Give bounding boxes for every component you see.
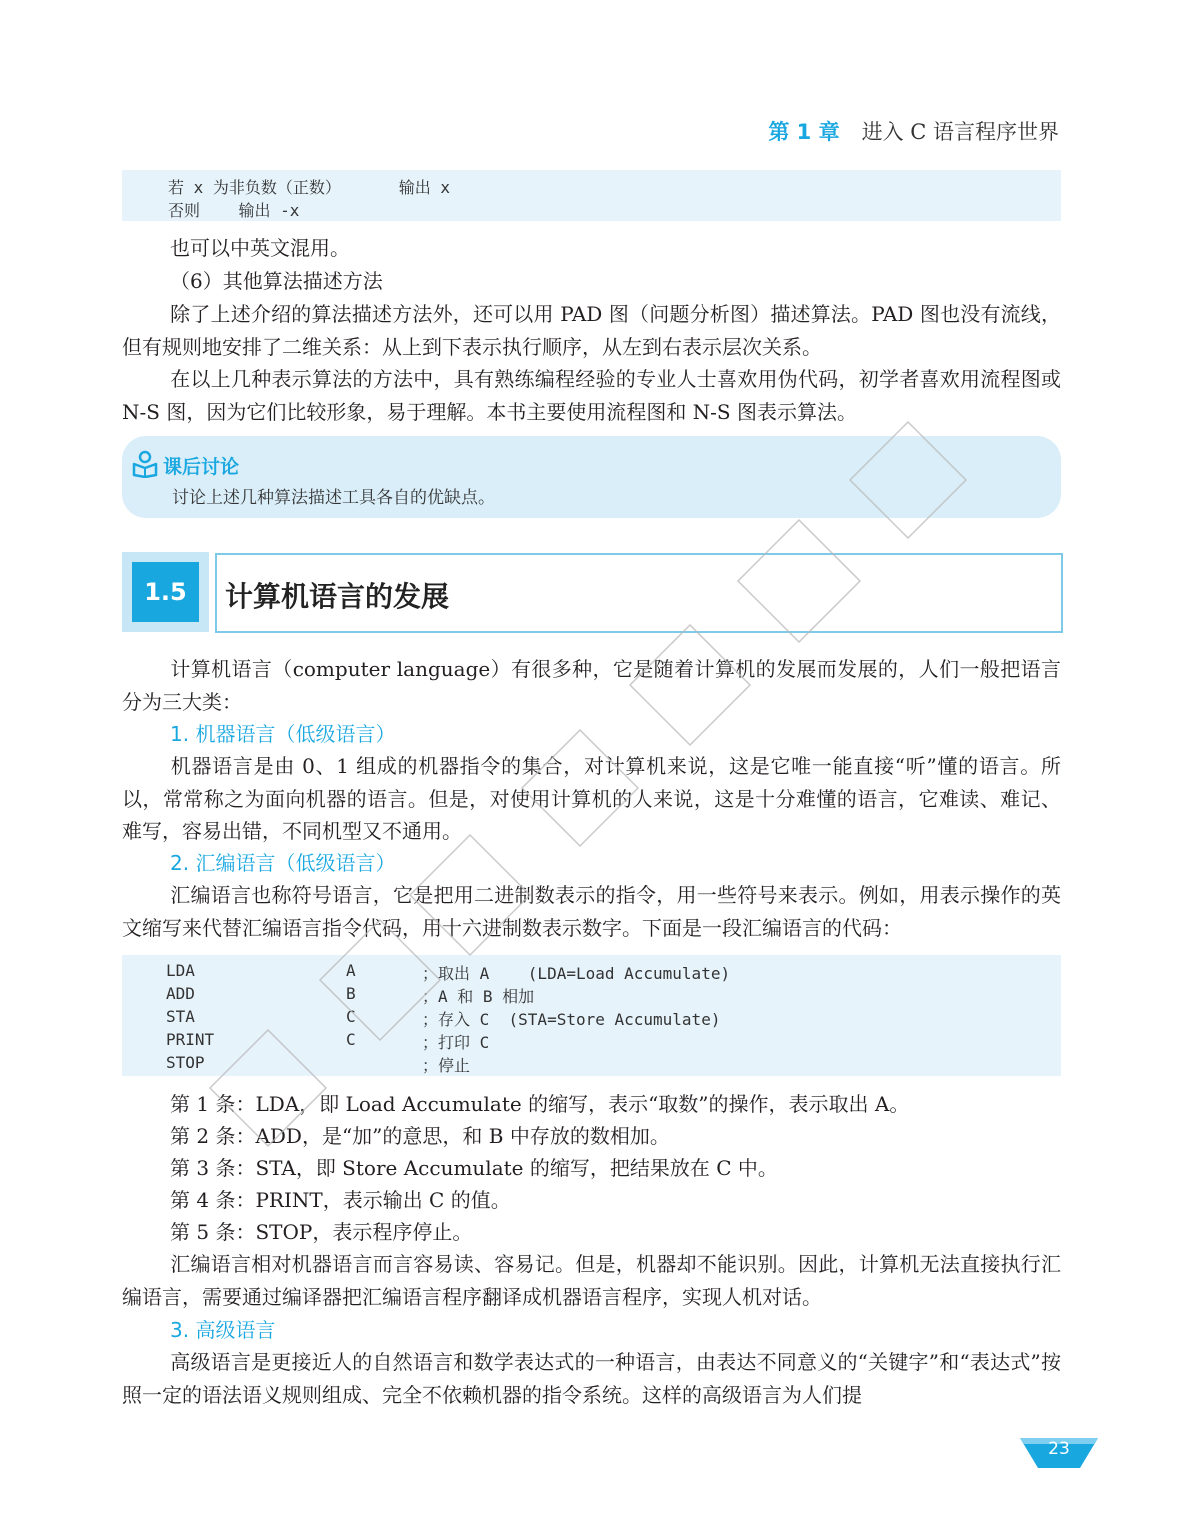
asm-comment: ；停止 (422, 1056, 471, 1075)
asm-op: PRINT (166, 1030, 215, 1049)
page-number-tab (1020, 1438, 1098, 1468)
paragraph: 除了上述介绍的算法描述方法外，还可以用 PAD 图（问题分析图）描述算法。PAD 图也没有流线，但有规则地安排了二维关系：从上到下表示执行顺序，从左到右表示层次关系。 (122, 302, 1061, 359)
pseudocode-line: 否则 输出 -x (168, 201, 300, 220)
asm-arg: C (346, 1007, 356, 1026)
asm-op: STA (166, 1007, 195, 1026)
asm-arg: A (346, 961, 356, 980)
discussion-text: 讨论上述几种算法描述工具各自的优缺点。 (172, 488, 495, 508)
pseudocode-box (122, 170, 1061, 221)
explain-line: 第 4 条：PRINT，表示输出 C 的值。 (170, 1188, 511, 1212)
running-header (768, 116, 1059, 146)
paragraph: 机器语言是由 0、1 组成的机器指令的集合，对计算机来说，这是它唯一能直接“听”懂的语言。所以，常常称之为面向机器的语言。但是，对使用计算机的人来说，这是十分难懂的语言，它难读、难记、难写，容易出错，不同机型又不通用。 (122, 754, 1061, 843)
asm-op: STOP (166, 1053, 205, 1072)
paragraph: 也可以中英文混用。 (170, 236, 350, 260)
paragraph: 计算机语言（computer language）有很多种，它是随着计算机的发展而发展的，人们一般把语言分为三大类： (122, 657, 1061, 714)
paragraph: 在以上几种表示算法的方法中，具有熟练编程经验的专业人士喜欢用伪代码，初学者喜欢用流程图或 N-S 图，因为它们比较形象，易于理解。本书主要使用流程图和 N-S 图表示算法。 (122, 367, 1061, 424)
asm-arg: B (346, 984, 356, 1003)
paragraph: 汇编语言相对机器语言而言容易读、容易记。但是，机器却不能识别。因此，计算机无法直接执行汇编语言，需要通过编译器把汇编语言程序翻译成机器语言程序，实现人机对话。 (122, 1252, 1061, 1309)
subheading: 1. 机器语言（低级语言） (170, 722, 396, 746)
explain-line: 第 2 条：ADD，是“加”的意思，和 B 中存放的数相加。 (170, 1124, 670, 1148)
pseudocode-line: 若 x 为非负数（正数） 输出 x (168, 178, 450, 197)
explain-line: 第 3 条：STA，即 Store Accumulate 的缩写，把结果放在 C 中。 (170, 1156, 778, 1180)
chapter-number: 第 1 章 (768, 120, 840, 144)
page-number: 23 (1048, 1439, 1070, 1459)
assembly-code-box (122, 955, 1061, 1076)
explain-line: 第 1 条：LDA，即 Load Accumulate 的缩写，表示“取数”的操作，表示取出 A。 (170, 1092, 910, 1116)
asm-comment: ；A 和 B 相加 (422, 987, 535, 1006)
asm-comment: ；打印 C (422, 1033, 490, 1052)
section-number: 1.5 (132, 562, 199, 622)
explain-line: 第 5 条：STOP，表示程序停止。 (170, 1220, 473, 1244)
asm-comment: ；存入 C (STA=Store Accumulate) (422, 1010, 721, 1029)
asm-arg: C (346, 1030, 356, 1049)
discussion-title: 课后讨论 (163, 456, 240, 478)
subheading: 3. 高级语言 (170, 1318, 276, 1342)
paragraph: 高级语言是更接近人的自然语言和数学表达式的一种语言，由表达不同意义的“关键字”和“表达式”按照一定的语法语义规则组成、完全不依赖机器的指令系统。这样的高级语言为人们提 (122, 1350, 1061, 1407)
subheading: （6）其他算法描述方法 (170, 269, 383, 293)
section-title: 计算机语言的发展 (225, 580, 450, 613)
asm-op: LDA (166, 961, 195, 980)
asm-comment: ；取出 A (LDA=Load Accumulate) (422, 964, 731, 983)
reading-person-icon (131, 450, 159, 478)
section-number-block (122, 552, 209, 632)
paragraph: 汇编语言也称符号语言，它是把用二进制数表示的指令，用一些符号来表示。例如，用表示操作的英文缩写来代替汇编语言指令代码，用十六进制数表示数字。下面是一段汇编语言的代码： (122, 883, 1061, 940)
asm-op: ADD (166, 984, 195, 1003)
chapter-title: 进入 C 语言程序世界 (861, 120, 1059, 144)
subheading: 2. 汇编语言（低级语言） (170, 851, 396, 875)
section-title-box (215, 553, 1063, 633)
